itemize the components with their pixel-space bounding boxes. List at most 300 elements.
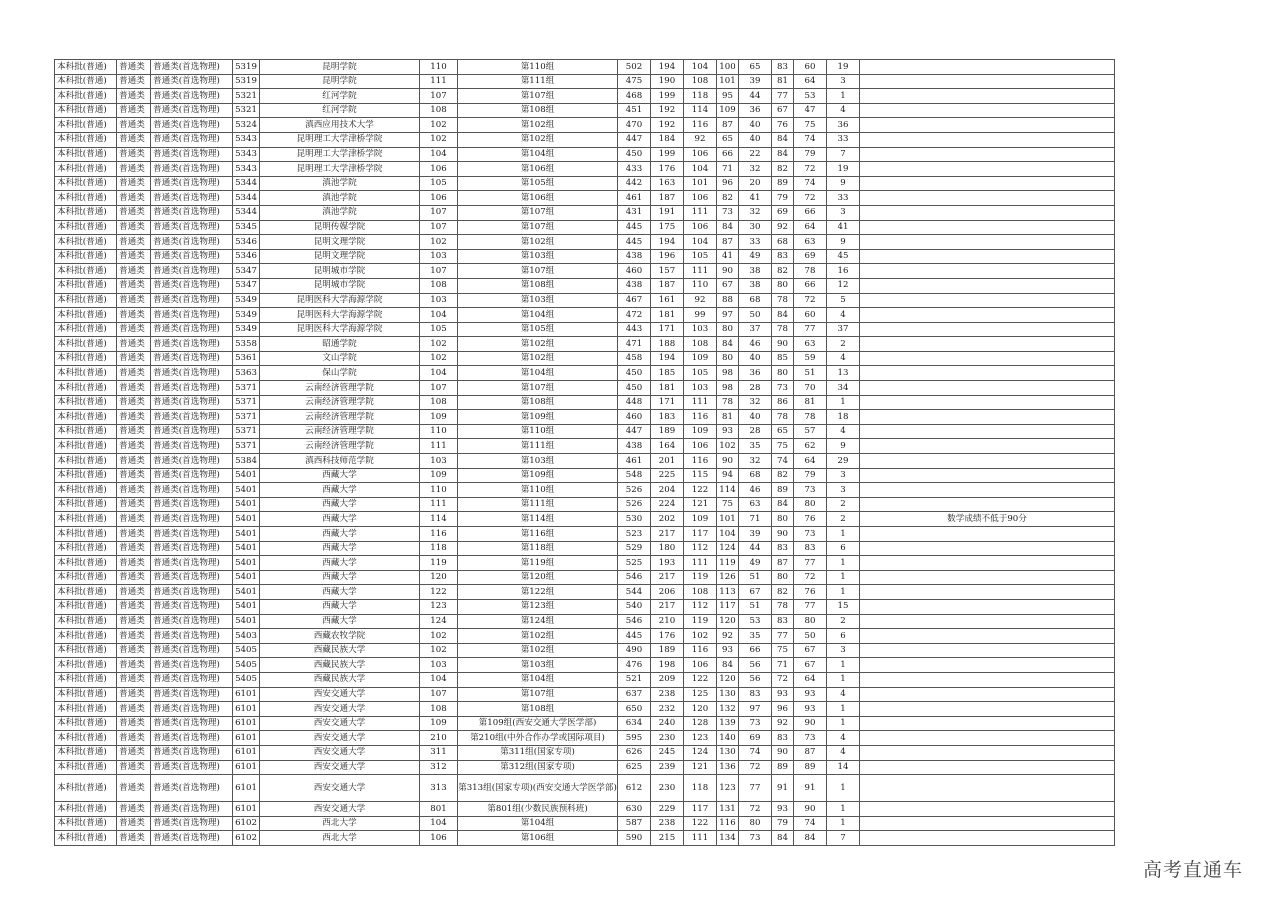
cell-chinese-math-sum: 198 [651, 658, 684, 673]
cell-school-name: 西藏民族大学 [260, 672, 420, 687]
cell-math-score: 134 [717, 831, 739, 846]
cell-group-code: 311 [420, 745, 458, 760]
cell-math-score: 100 [717, 60, 739, 75]
cell-chinese-score: 103 [684, 381, 717, 396]
cell-second-subject-score: 79 [794, 147, 827, 162]
cell-group-name: 第102组 [458, 337, 618, 352]
cell-category: 普通类 [117, 439, 151, 454]
table-row [55, 132, 1115, 147]
cell-school-name: 滇池学院 [260, 205, 420, 220]
cell-category: 普通类 [117, 278, 151, 293]
cell-math-score: 90 [717, 454, 739, 469]
cell-foreign-score: 38 [739, 278, 772, 293]
cell-group-code: 118 [420, 541, 458, 556]
cell-group-code: 102 [420, 235, 458, 250]
cell-foreign-score: 28 [739, 381, 772, 396]
cell-min-total-score: 468 [618, 89, 651, 104]
cell-chinese-score: 111 [684, 395, 717, 410]
cell-batch: 本科批(普通) [55, 497, 117, 512]
cell-foreign-score: 69 [739, 731, 772, 746]
cell-chinese-score: 116 [684, 643, 717, 658]
cell-subject-type: 普通类(首选物理) [151, 118, 233, 133]
cell-first-subject-score: 80 [772, 512, 794, 527]
cell-chinese-score: 101 [684, 176, 717, 191]
cell-first-subject-score: 77 [772, 629, 794, 644]
table-row [55, 410, 1115, 425]
cell-school-code: 5344 [233, 176, 260, 191]
cell-math-score: 109 [717, 103, 739, 118]
cell-school-name: 昆明理工大学津桥学院 [260, 162, 420, 177]
table-row [55, 570, 1115, 585]
cell-count: 4 [827, 103, 860, 118]
cell-first-subject-score: 84 [772, 308, 794, 323]
cell-second-subject-score: 81 [794, 395, 827, 410]
cell-group-name: 第312组(国家专项) [458, 760, 618, 775]
cell-chinese-math-sum: 217 [651, 570, 684, 585]
cell-category: 普通类 [117, 264, 151, 279]
cell-min-total-score: 590 [618, 831, 651, 846]
cell-min-total-score: 650 [618, 702, 651, 717]
cell-second-subject-score: 66 [794, 205, 827, 220]
cell-count: 1 [827, 802, 860, 817]
cell-chinese-math-sum: 194 [651, 60, 684, 75]
cell-first-subject-score: 84 [772, 497, 794, 512]
cell-first-subject-score: 83 [772, 731, 794, 746]
cell-group-code: 104 [420, 366, 458, 381]
cell-school-code: 5346 [233, 249, 260, 264]
cell-school-name: 西藏大学 [260, 541, 420, 556]
cell-chinese-score: 117 [684, 527, 717, 542]
cell-foreign-score: 32 [739, 454, 772, 469]
cell-note [860, 89, 1115, 104]
cell-chinese-score: 121 [684, 760, 717, 775]
cell-chinese-math-sum: 191 [651, 205, 684, 220]
cell-first-subject-score: 72 [772, 672, 794, 687]
cell-category: 普通类 [117, 570, 151, 585]
cell-group-code: 119 [420, 556, 458, 571]
cell-chinese-score: 116 [684, 118, 717, 133]
cell-school-name: 昆明文理学院 [260, 235, 420, 250]
cell-second-subject-score: 93 [794, 687, 827, 702]
table-row [55, 322, 1115, 337]
cell-chinese-score: 111 [684, 264, 717, 279]
cell-count: 1 [827, 775, 860, 802]
cell-school-name: 西安交通大学 [260, 716, 420, 731]
cell-group-code: 313 [420, 775, 458, 802]
cell-category: 普通类 [117, 162, 151, 177]
cell-batch: 本科批(普通) [55, 351, 117, 366]
cell-batch: 本科批(普通) [55, 89, 117, 104]
cell-second-subject-score: 72 [794, 570, 827, 585]
cell-subject-type: 普通类(首选物理) [151, 220, 233, 235]
cell-note [860, 527, 1115, 542]
cell-chinese-math-sum: 185 [651, 366, 684, 381]
cell-batch: 本科批(普通) [55, 541, 117, 556]
cell-category: 普通类 [117, 816, 151, 831]
cell-school-name: 西藏大学 [260, 556, 420, 571]
cell-chinese-math-sum: 157 [651, 264, 684, 279]
cell-school-code: 5343 [233, 147, 260, 162]
cell-group-name: 第118组 [458, 541, 618, 556]
cell-group-code: 110 [420, 60, 458, 75]
cell-second-subject-score: 93 [794, 702, 827, 717]
cell-second-subject-score: 73 [794, 731, 827, 746]
cell-note [860, 74, 1115, 89]
cell-foreign-score: 39 [739, 74, 772, 89]
cell-group-code: 103 [420, 454, 458, 469]
cell-school-name: 昆明学院 [260, 74, 420, 89]
cell-chinese-math-sum: 187 [651, 278, 684, 293]
cell-second-subject-score: 63 [794, 235, 827, 250]
cell-min-total-score: 461 [618, 454, 651, 469]
cell-count: 1 [827, 658, 860, 673]
cell-first-subject-score: 86 [772, 395, 794, 410]
table-row [55, 512, 1115, 527]
cell-chinese-score: 108 [684, 74, 717, 89]
cell-math-score: 98 [717, 366, 739, 381]
table-row [55, 775, 1115, 802]
cell-school-code: 5324 [233, 118, 260, 133]
cell-foreign-score: 28 [739, 424, 772, 439]
cell-school-name: 昆明文理学院 [260, 249, 420, 264]
cell-chinese-math-sum: 224 [651, 497, 684, 512]
cell-subject-type: 普通类(首选物理) [151, 527, 233, 542]
cell-batch: 本科批(普通) [55, 643, 117, 658]
table-row [55, 424, 1115, 439]
cell-count: 1 [827, 672, 860, 687]
cell-second-subject-score: 75 [794, 118, 827, 133]
cell-foreign-score: 38 [739, 264, 772, 279]
cell-subject-type: 普通类(首选物理) [151, 337, 233, 352]
cell-school-name: 西安交通大学 [260, 745, 420, 760]
cell-category: 普通类 [117, 687, 151, 702]
cell-first-subject-score: 78 [772, 599, 794, 614]
cell-foreign-score: 32 [739, 162, 772, 177]
cell-chinese-score: 123 [684, 731, 717, 746]
cell-group-name: 第103组 [458, 249, 618, 264]
cell-first-subject-score: 68 [772, 235, 794, 250]
cell-chinese-math-sum: 215 [651, 831, 684, 846]
table-row [55, 89, 1115, 104]
cell-chinese-math-sum: 199 [651, 147, 684, 162]
cell-subject-type: 普通类(首选物理) [151, 643, 233, 658]
cell-first-subject-score: 83 [772, 614, 794, 629]
cell-chinese-math-sum: 199 [651, 89, 684, 104]
cell-group-name: 第103组 [458, 293, 618, 308]
cell-category: 普通类 [117, 60, 151, 75]
cell-math-score: 92 [717, 629, 739, 644]
cell-chinese-score: 109 [684, 351, 717, 366]
cell-first-subject-score: 89 [772, 760, 794, 775]
cell-subject-type: 普通类(首选物理) [151, 731, 233, 746]
table-row [55, 527, 1115, 542]
cell-math-score: 132 [717, 702, 739, 717]
cell-math-score: 84 [717, 220, 739, 235]
cell-school-code: 5401 [233, 556, 260, 571]
cell-batch: 本科批(普通) [55, 816, 117, 831]
cell-min-total-score: 530 [618, 512, 651, 527]
cell-chinese-math-sum: 245 [651, 745, 684, 760]
cell-second-subject-score: 73 [794, 483, 827, 498]
cell-min-total-score: 523 [618, 527, 651, 542]
cell-note [860, 816, 1115, 831]
cell-note [860, 716, 1115, 731]
cell-group-code: 111 [420, 74, 458, 89]
cell-min-total-score: 544 [618, 585, 651, 600]
cell-count: 45 [827, 249, 860, 264]
cell-school-code: 5401 [233, 527, 260, 542]
cell-chinese-math-sum: 217 [651, 527, 684, 542]
cell-chinese-score: 110 [684, 278, 717, 293]
cell-group-name: 第107组 [458, 264, 618, 279]
cell-foreign-score: 30 [739, 220, 772, 235]
cell-category: 普通类 [117, 702, 151, 717]
cell-second-subject-score: 62 [794, 439, 827, 454]
cell-min-total-score: 461 [618, 191, 651, 206]
table-row [55, 483, 1115, 498]
cell-count: 29 [827, 454, 860, 469]
cell-batch: 本科批(普通) [55, 235, 117, 250]
admission-score-table [54, 59, 1115, 846]
cell-group-name: 第311组(国家专项) [458, 745, 618, 760]
cell-school-name: 西北大学 [260, 831, 420, 846]
cell-subject-type: 普通类(首选物理) [151, 716, 233, 731]
cell-min-total-score: 529 [618, 541, 651, 556]
cell-subject-type: 普通类(首选物理) [151, 176, 233, 191]
cell-math-score: 113 [717, 585, 739, 600]
cell-note [860, 802, 1115, 817]
cell-category: 普通类 [117, 424, 151, 439]
cell-note [860, 687, 1115, 702]
cell-subject-type: 普通类(首选物理) [151, 760, 233, 775]
cell-school-name: 西藏大学 [260, 512, 420, 527]
cell-note [860, 293, 1115, 308]
cell-school-code: 5347 [233, 264, 260, 279]
cell-second-subject-score: 59 [794, 351, 827, 366]
cell-chinese-score: 117 [684, 802, 717, 817]
cell-group-code: 122 [420, 585, 458, 600]
cell-chinese-math-sum: 238 [651, 687, 684, 702]
cell-subject-type: 普通类(首选物理) [151, 629, 233, 644]
cell-batch: 本科批(普通) [55, 132, 117, 147]
cell-subject-type: 普通类(首选物理) [151, 381, 233, 396]
cell-first-subject-score: 84 [772, 831, 794, 846]
cell-batch: 本科批(普通) [55, 527, 117, 542]
cell-chinese-math-sum: 204 [651, 483, 684, 498]
cell-category: 普通类 [117, 308, 151, 323]
table-row [55, 629, 1115, 644]
table-row [55, 454, 1115, 469]
cell-first-subject-score: 65 [772, 424, 794, 439]
cell-note [860, 439, 1115, 454]
cell-math-score: 98 [717, 381, 739, 396]
cell-category: 普通类 [117, 249, 151, 264]
cell-chinese-math-sum: 206 [651, 585, 684, 600]
cell-batch: 本科批(普通) [55, 118, 117, 133]
cell-school-name: 昆明城市学院 [260, 264, 420, 279]
cell-count: 3 [827, 468, 860, 483]
cell-second-subject-score: 66 [794, 278, 827, 293]
cell-school-name: 西安交通大学 [260, 702, 420, 717]
cell-math-score: 120 [717, 614, 739, 629]
cell-category: 普通类 [117, 89, 151, 104]
table-row [55, 439, 1115, 454]
cell-math-score: 65 [717, 132, 739, 147]
cell-subject-type: 普通类(首选物理) [151, 541, 233, 556]
cell-group-name: 第801组(少数民族预科班) [458, 802, 618, 817]
cell-math-score: 140 [717, 731, 739, 746]
cell-chinese-math-sum: 181 [651, 308, 684, 323]
cell-note [860, 658, 1115, 673]
cell-count: 2 [827, 614, 860, 629]
cell-group-code: 103 [420, 293, 458, 308]
cell-chinese-score: 128 [684, 716, 717, 731]
cell-category: 普通类 [117, 527, 151, 542]
cell-school-name: 云南经济管理学院 [260, 381, 420, 396]
cell-batch: 本科批(普通) [55, 264, 117, 279]
cell-category: 普通类 [117, 351, 151, 366]
cell-first-subject-score: 93 [772, 687, 794, 702]
cell-school-name: 西藏大学 [260, 468, 420, 483]
cell-subject-type: 普通类(首选物理) [151, 775, 233, 802]
cell-min-total-score: 445 [618, 220, 651, 235]
cell-min-total-score: 595 [618, 731, 651, 746]
cell-group-code: 107 [420, 220, 458, 235]
cell-school-code: 5371 [233, 381, 260, 396]
cell-second-subject-score: 72 [794, 293, 827, 308]
cell-category: 普通类 [117, 103, 151, 118]
cell-group-name: 第104组 [458, 147, 618, 162]
cell-foreign-score: 71 [739, 512, 772, 527]
cell-subject-type: 普通类(首选物理) [151, 235, 233, 250]
cell-second-subject-score: 77 [794, 322, 827, 337]
cell-chinese-score: 122 [684, 483, 717, 498]
cell-note [860, 147, 1115, 162]
cell-subject-type: 普通类(首选物理) [151, 103, 233, 118]
cell-batch: 本科批(普通) [55, 381, 117, 396]
watermark-text: 高考直通车 [1143, 859, 1244, 881]
cell-batch: 本科批(普通) [55, 103, 117, 118]
cell-chinese-math-sum: 238 [651, 816, 684, 831]
cell-subject-type: 普通类(首选物理) [151, 468, 233, 483]
cell-school-code: 5319 [233, 74, 260, 89]
cell-chinese-score: 119 [684, 570, 717, 585]
cell-group-name: 第105组 [458, 322, 618, 337]
cell-foreign-score: 40 [739, 132, 772, 147]
cell-math-score: 94 [717, 468, 739, 483]
cell-group-code: 108 [420, 395, 458, 410]
cell-group-name: 第102组 [458, 118, 618, 133]
table-row [55, 351, 1115, 366]
cell-foreign-score: 51 [739, 599, 772, 614]
cell-school-name: 红河学院 [260, 103, 420, 118]
cell-count: 9 [827, 176, 860, 191]
cell-subject-type: 普通类(首选物理) [151, 658, 233, 673]
cell-note [860, 176, 1115, 191]
cell-foreign-score: 35 [739, 439, 772, 454]
cell-min-total-score: 450 [618, 147, 651, 162]
cell-min-total-score: 467 [618, 293, 651, 308]
cell-chinese-score: 114 [684, 103, 717, 118]
cell-group-name: 第124组 [458, 614, 618, 629]
cell-foreign-score: 32 [739, 205, 772, 220]
cell-math-score: 75 [717, 497, 739, 512]
cell-subject-type: 普通类(首选物理) [151, 831, 233, 846]
cell-school-code: 5401 [233, 497, 260, 512]
cell-math-score: 67 [717, 278, 739, 293]
cell-note [860, 775, 1115, 802]
cell-second-subject-score: 80 [794, 497, 827, 512]
cell-chinese-score: 106 [684, 147, 717, 162]
cell-category: 普通类 [117, 468, 151, 483]
cell-second-subject-score: 57 [794, 424, 827, 439]
cell-group-code: 104 [420, 308, 458, 323]
cell-subject-type: 普通类(首选物理) [151, 585, 233, 600]
cell-chinese-math-sum: 202 [651, 512, 684, 527]
cell-second-subject-score: 74 [794, 816, 827, 831]
cell-math-score: 130 [717, 745, 739, 760]
cell-foreign-score: 56 [739, 672, 772, 687]
cell-school-name: 昆明医科大学海源学院 [260, 308, 420, 323]
cell-second-subject-score: 70 [794, 381, 827, 396]
cell-note [860, 410, 1115, 425]
cell-min-total-score: 471 [618, 337, 651, 352]
cell-school-name: 西安交通大学 [260, 775, 420, 802]
cell-count: 1 [827, 570, 860, 585]
cell-group-code: 105 [420, 322, 458, 337]
cell-school-name: 西藏大学 [260, 527, 420, 542]
cell-math-score: 80 [717, 322, 739, 337]
cell-batch: 本科批(普通) [55, 454, 117, 469]
cell-school-code: 5371 [233, 410, 260, 425]
cell-group-name: 第109组 [458, 468, 618, 483]
cell-school-name: 云南经济管理学院 [260, 395, 420, 410]
cell-chinese-score: 122 [684, 672, 717, 687]
cell-school-name: 西藏大学 [260, 497, 420, 512]
cell-subject-type: 普通类(首选物理) [151, 745, 233, 760]
cell-first-subject-score: 93 [772, 802, 794, 817]
cell-chinese-math-sum: 230 [651, 775, 684, 802]
cell-chinese-math-sum: 180 [651, 541, 684, 556]
cell-foreign-score: 56 [739, 658, 772, 673]
cell-school-code: 5349 [233, 308, 260, 323]
cell-second-subject-score: 79 [794, 468, 827, 483]
cell-subject-type: 普通类(首选物理) [151, 74, 233, 89]
table-row [55, 118, 1115, 133]
cell-chinese-math-sum: 232 [651, 702, 684, 717]
cell-school-name: 西藏大学 [260, 614, 420, 629]
cell-category: 普通类 [117, 147, 151, 162]
cell-min-total-score: 433 [618, 162, 651, 177]
cell-min-total-score: 546 [618, 614, 651, 629]
cell-group-code: 107 [420, 264, 458, 279]
cell-first-subject-score: 78 [772, 293, 794, 308]
table-row [55, 176, 1115, 191]
cell-category: 普通类 [117, 205, 151, 220]
cell-subject-type: 普通类(首选物理) [151, 614, 233, 629]
cell-first-subject-score: 87 [772, 556, 794, 571]
cell-foreign-score: 37 [739, 322, 772, 337]
cell-note [860, 366, 1115, 381]
cell-min-total-score: 438 [618, 278, 651, 293]
cell-group-name: 第313组(国家专项)(西安交通大学医学部) [458, 775, 618, 802]
cell-chinese-math-sum: 189 [651, 643, 684, 658]
cell-category: 普通类 [117, 614, 151, 629]
cell-count: 4 [827, 424, 860, 439]
cell-category: 普通类 [117, 322, 151, 337]
cell-chinese-math-sum: 229 [651, 802, 684, 817]
cell-second-subject-score: 60 [794, 308, 827, 323]
